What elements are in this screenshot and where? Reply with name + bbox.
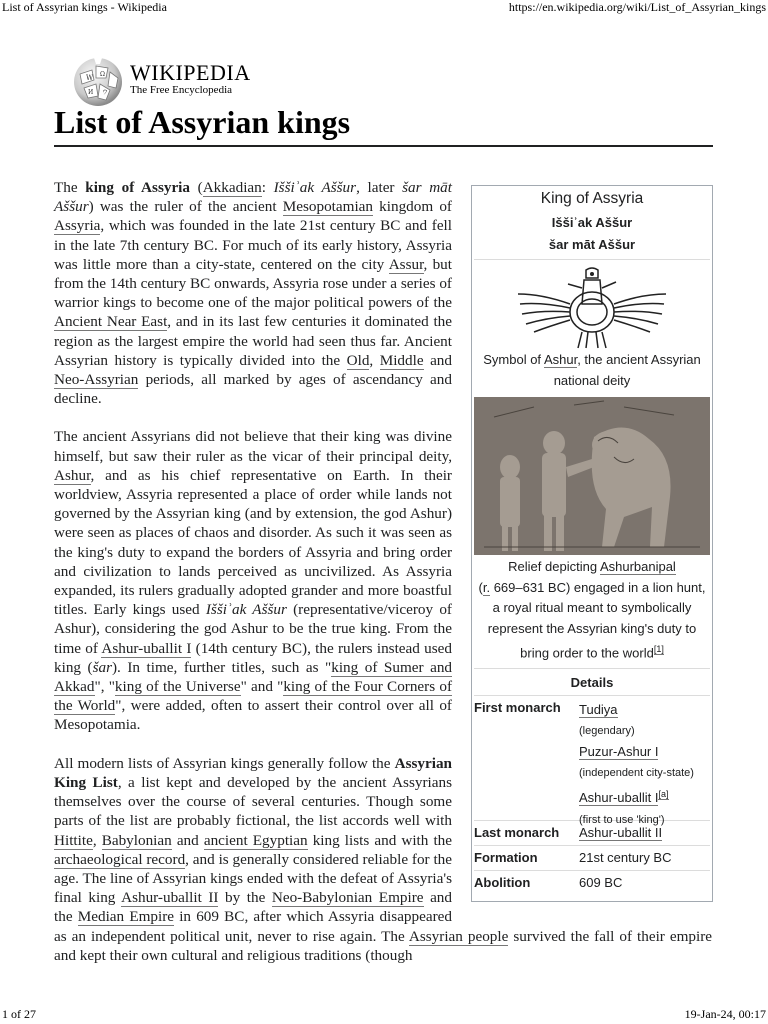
- print-header: [0, 0, 768, 16]
- print-header-url: https://en.wikipedia.org/wiki/List_of_Assyrian_kings: [508, 0, 766, 14]
- reign-abbr-link[interactable]: r.: [482, 579, 491, 595]
- king-four-corners-link[interactable]: king of the Four Corners of the World: [54, 678, 453, 715]
- mesopotamian-link[interactable]: Mesopotamian: [282, 198, 373, 216]
- ashur-uballit-ii-link[interactable]: Ashur-uballit II: [579, 824, 663, 840]
- assyrian-people-link[interactable]: Assyrian people: [408, 927, 509, 945]
- formation-label: Formation: [474, 849, 538, 865]
- last-monarch-label: Last monarch: [474, 824, 560, 840]
- wikipedia-logo[interactable]: [72, 56, 272, 106]
- infobox-caption-2: Relief depicting Ashurbanipal (r. 669–631 BC) engaged in a lion hunt, a royal ritual meant to symbolically represent the Assyrian king's duty to bring order to the world[1]: [478, 559, 706, 661]
- infobox-title: King of Assyria: [540, 190, 644, 207]
- ref-1-link[interactable]: [1]: [653, 644, 664, 654]
- ancient-egyptian-link[interactable]: ancient Egyptian: [203, 831, 308, 849]
- akkadian-link[interactable]: Akkadian: [202, 179, 262, 196]
- wikipedia-tagline: The Free Encyclopedia: [130, 84, 233, 96]
- ancient-near-east-link[interactable]: Ancient Near East: [54, 313, 168, 331]
- page-count: 1 of 27: [2, 1007, 36, 1021]
- abolition-label: Abolition: [474, 874, 531, 890]
- infobox-subtitle-1: Iššiʾak Aššur: [551, 215, 633, 230]
- formation-value: 21st century BC: [579, 849, 672, 865]
- assyria-link[interactable]: Assyria: [54, 217, 101, 235]
- ashur-deity-link[interactable]: Ashur: [54, 466, 91, 484]
- neo-assyrian-link[interactable]: Neo-Assyrian: [54, 371, 139, 389]
- article-body: [54, 178, 712, 984]
- print-timestamp: 19-Jan-24, 00:17: [684, 1007, 766, 1021]
- puzur-ashur-link[interactable]: Puzur-Ashur I: [579, 743, 659, 759]
- wikipedia-wordmark: WIKIPEDIA: [130, 60, 251, 85]
- middle-assyrian-link[interactable]: Middle: [379, 351, 424, 369]
- infobox-details-header: Details: [570, 674, 614, 690]
- old-assyrian-link[interactable]: Old: [346, 351, 370, 369]
- infobox-subtitle-2: šar māt Aššur: [548, 237, 636, 252]
- first-monarch-label: First monarch: [474, 699, 561, 715]
- ashur-uballit-ii-text-link[interactable]: Ashur-uballit II: [121, 889, 219, 907]
- print-header-title: List of Assyrian kings - Wikipedia: [2, 0, 167, 14]
- paragraph-1: The king of Assyria (Akkadian: Iššiʾak Aššur, later šar māt Aššur) was the ruler of the ancient Mesopotamian kingdom of Assyria, which was founded in the late 21st century BC and fell in the late 7th century BC. For much of its early history, Assyria was little more than a city-state, centered on the city Assur, but from the 14th century BC onwards, Assyria rose under a series of warrior kings to become one of the major political powers of the Ancient Near East, and in its last few centuries it dominated the region as the largest empire the world had seen thus far. Ancient Assyrian history is typically divided into the Old, Middle and Neo-Assyrian periods, all marked by ages of ascendancy and decline.: [54, 179, 452, 408]
- print-footer: [0, 1008, 768, 1024]
- svg-text:ウ: ウ: [102, 89, 109, 96]
- note-a-link[interactable]: [a]: [658, 788, 669, 799]
- ashurbanipal-link[interactable]: Ashurbanipal: [599, 559, 676, 574]
- king-of-sumer-akkad-link[interactable]: king of Sumer and Akkad: [54, 658, 453, 696]
- paragraph-2: The ancient Assyrians did not believe that their king was divine himself, but saw their ruler as the vicar of their principal deity, Ashur, and as his chief representative on Earth. In their worldview, Assyria represented a place of order while lands not governed by the Assyrian king (and by extension, the god Ashur) were seen as places of chaos and disorder. As such it was seen as the king's duty to expand the borders of Assyria and bring order and civilization to lands perceived as uncivilized. As Assyria expanded, its rulers gradually adopted grander and more boastful titles. Early kings used Iššiʾak Aššur (representative/viceroy of Ashur), considering the god Ashur to be the true king. From the time of Ashur-uballit I (14th century BC), the rulers instead used king (šar). In time, further titles, such as "king of Sumer and Akkad", "king of the Universe" and "king of the Four Corners of the World", were added, often to assert their control over all of Mesopotamia.: [54, 428, 453, 734]
- babylonian-link[interactable]: Babylonian: [101, 831, 172, 849]
- svg-text:И: И: [88, 89, 94, 96]
- ashur-uballit-i-text-link[interactable]: Ashur-uballit I: [101, 639, 192, 657]
- king-of-universe-link[interactable]: king of the Universe: [114, 678, 241, 696]
- page-title: List of Assyrian kings: [54, 101, 713, 147]
- neo-babylonian-empire-link[interactable]: Neo-Babylonian Empire: [271, 889, 424, 907]
- paragraph-3: All modern lists of Assyrian kings generally follow the Assyrian King List, a list kept and developed by the ancient Assyrians themselves over the course of several centuries. Though some parts of the list are probably fictional, the list accords well with Hittite, Babylonian and ancient Egyptian king lists and with the archaeological record, and is generally considered reliable for the age. The line of Assyrian kings ended with the defeat of Assyria's final king Ashur-uballit II by the Neo-Babylonian Empire and the Median Empire in 609 BC, after which Assyria disappeared as an independent political unit, never to rise again. The Assyrian people survived the fall of their empire and kept their own cultural and religious traditions (though: [54, 754, 712, 964]
- first-monarch-row: First monarch Tudiya (legendary) Puzur-Ashur I (independent city-state) Ashur-uballit I[a] (first to use 'king'): [474, 699, 694, 826]
- archaeological-record-link[interactable]: archaeological record: [54, 850, 186, 868]
- ashur-link[interactable]: Ashur: [543, 352, 578, 367]
- svg-text:Ω: Ω: [100, 71, 105, 78]
- tudiya-link[interactable]: Tudiya: [579, 701, 618, 717]
- abolition-value: 609 BC: [579, 874, 623, 890]
- hittite-link[interactable]: Hittite: [54, 831, 93, 849]
- infobox-caption-1: Symbol of Ashur, the ancient Assyrian national deity: [483, 352, 701, 388]
- assur-link[interactable]: Assur: [388, 255, 424, 273]
- ashur-uballit-i-link[interactable]: Ashur-uballit I: [579, 790, 659, 806]
- svg-text:W: W: [86, 74, 94, 82]
- median-empire-link[interactable]: Median Empire: [77, 908, 175, 926]
